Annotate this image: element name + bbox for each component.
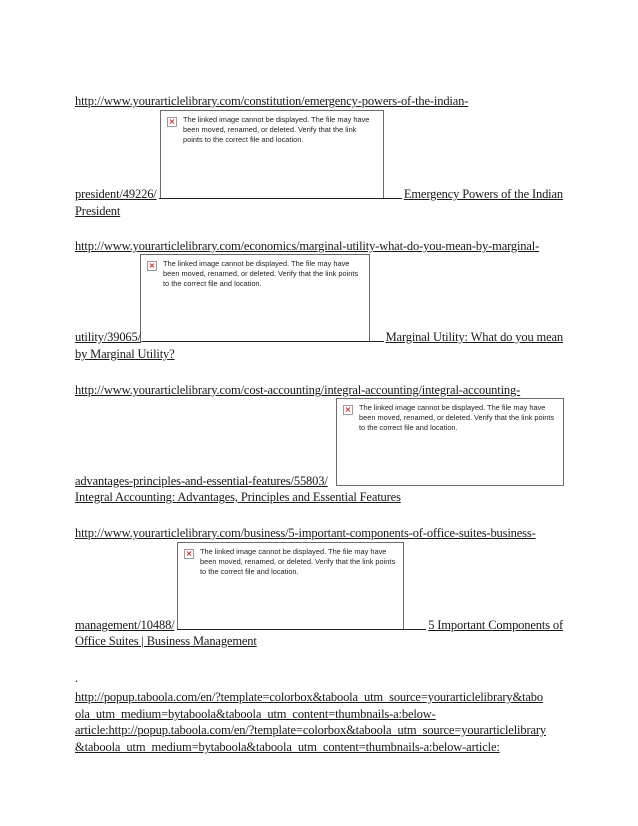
entry-3-url-tail[interactable]: advantages-principles-and-essential-features/55803/ — [75, 474, 328, 488]
entry-1-url-line-1[interactable]: http://www.yourarticlelibrary.com/constitution/emergency-powers-of-the-indian- — [75, 94, 469, 108]
entry-4-url-tail[interactable]: management/10488/ — [75, 618, 175, 632]
entry-1-url-line-2[interactable] — [75, 186, 563, 203]
broken-image-message: The linked image cannot be displayed. The file may have been moved, renamed, or deleted. Verify that the link points to the correct file and location. — [359, 403, 555, 432]
separator-dot: . — [75, 671, 78, 685]
entry-3-title-part-2[interactable]: Integral Accounting: Advantages, Principles and Essential Features — [75, 490, 401, 504]
entry-4-title-part-1[interactable]: 5 Important Components of — [428, 618, 563, 632]
broken-image-icon: × — [148, 261, 156, 270]
entry-1-title-part-1[interactable]: Emergency Powers of the Indian — [403, 187, 563, 201]
entry-2-title-part-1[interactable]: Marginal Utility: What do you mean — [385, 330, 563, 344]
broken-image-icon: × — [344, 405, 352, 414]
link-gap — [159, 186, 402, 199]
entry-1-title-part-2[interactable]: President — [75, 204, 121, 218]
broken-image-message: The linked image cannot be displayed. The file may have been moved, renamed, or deleted. Verify that the link points to the correct file and location. — [183, 115, 370, 144]
entry-1-url-tail[interactable]: president/49226/ — [75, 187, 157, 201]
entry-2-url-tail[interactable]: utility/39065/ — [75, 330, 141, 344]
broken-image-message: The linked image cannot be displayed. The file may have been moved, renamed, or deleted. Verify that the link points to the correct file and location. — [200, 547, 396, 576]
taboola-link-line-1[interactable]: http://popup.taboola.com/en/?template=colorbox&taboola_utm_source=yourarticlelibrary&tabo — [75, 690, 543, 704]
taboola-link-line-2[interactable]: ola_utm_medium=bytaboola&taboola_utm_content=thumbnails-a:below- — [75, 707, 436, 721]
entry-4-url-line-2[interactable] — [75, 617, 563, 634]
entry-3-url-line-2[interactable] — [75, 473, 563, 490]
link-gap — [177, 617, 427, 630]
entry-4-title-part-2[interactable]: Office Suites | Business Management — [75, 634, 257, 648]
taboola-link-line-3[interactable]: article:http://popup.taboola.com/en/?template=colorbox&taboola_utm_source=yourarticlelibrary — [75, 723, 546, 737]
entry-2-title-part-2[interactable]: by Marginal Utility? — [75, 347, 175, 361]
taboola-link-line-4[interactable]: &taboola_utm_medium=bytaboola&taboola_utm_content=thumbnails-a:below-article: — [75, 740, 500, 754]
entry-3-url-line-1[interactable]: http://www.yourarticlelibrary.com/cost-accounting/integral-accounting/integral-accounting- — [75, 383, 521, 397]
entry-2-url-line-1[interactable]: http://www.yourarticlelibrary.com/economics/marginal-utility-what-do-you-mean-by-marginal- — [75, 239, 540, 253]
entry-4-url-line-1[interactable]: http://www.yourarticlelibrary.com/business/5-important-components-of-office-suites-business- — [75, 526, 536, 540]
broken-image-icon: × — [185, 549, 193, 558]
broken-image-icon: × — [168, 117, 176, 126]
link-gap — [143, 329, 384, 342]
broken-image-message: The linked image cannot be displayed. The file may have been moved, renamed, or deleted. Verify that the link points to the correct file and location. — [163, 259, 359, 288]
entry-2-url-line-2[interactable] — [75, 329, 563, 346]
